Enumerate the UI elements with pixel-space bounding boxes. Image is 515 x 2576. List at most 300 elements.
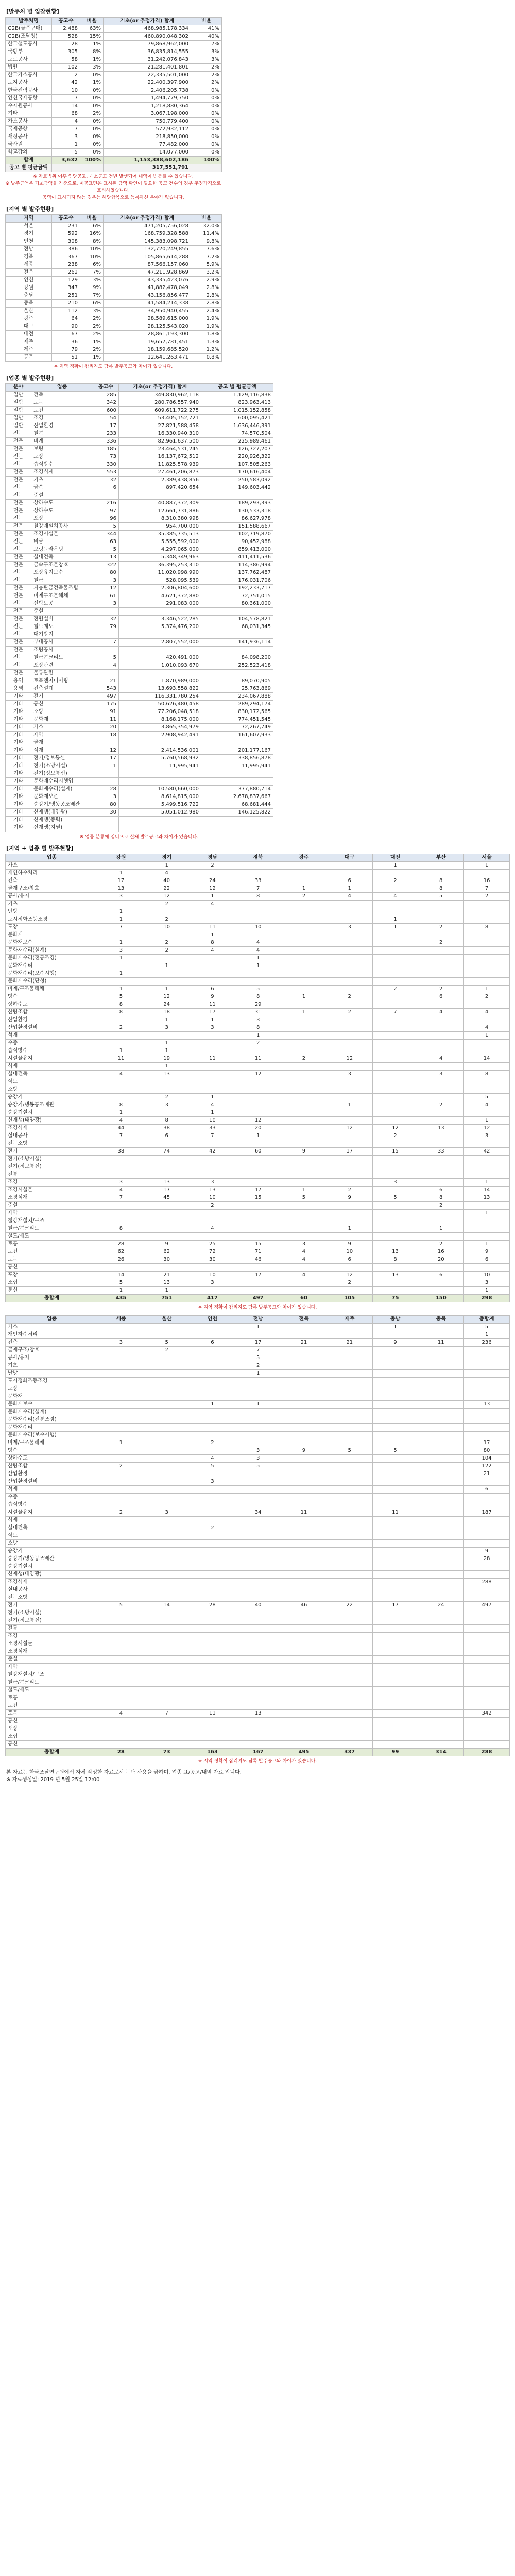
table-cell xyxy=(327,1040,372,1047)
table-cell: 7.2% xyxy=(191,253,222,261)
table-cell xyxy=(119,631,201,639)
table-row xyxy=(6,762,273,770)
table-row xyxy=(6,292,222,300)
table-cell: 13 xyxy=(372,1248,418,1256)
table-cell: 방수 xyxy=(6,1447,98,1455)
table-cell: 금속 xyxy=(31,484,93,492)
table-cell: 1 xyxy=(372,1324,418,1331)
table-cell xyxy=(190,955,235,962)
table-cell: 전문 xyxy=(6,461,31,469)
table-cell xyxy=(281,1140,327,1148)
table-cell: 전기 xyxy=(6,1148,98,1156)
table-cell xyxy=(93,770,119,778)
table-row xyxy=(6,1362,510,1370)
table-row xyxy=(6,1401,510,1409)
table-cell: 10% xyxy=(80,246,104,253)
table-cell: 0% xyxy=(80,126,104,133)
table-cell xyxy=(372,1671,418,1679)
table-cell xyxy=(464,908,510,916)
table-cell xyxy=(144,1331,190,1339)
table-cell xyxy=(464,939,510,947)
table-cell: 11 xyxy=(98,1055,144,1063)
table-cell xyxy=(98,1409,144,1416)
table-row xyxy=(6,1071,510,1078)
table-cell xyxy=(190,1362,235,1370)
table-cell xyxy=(464,1171,510,1179)
table-cell: 1 xyxy=(144,1016,190,1024)
table-row xyxy=(6,1163,510,1171)
table-cell xyxy=(372,1625,418,1633)
table-cell xyxy=(144,1555,190,1563)
table-row xyxy=(6,1287,510,1295)
table-cell: 삭도 xyxy=(6,1532,98,1540)
table-cell: 골재구조/창호 xyxy=(6,1347,98,1354)
table-row xyxy=(6,793,273,801)
table-cell: 전문소방 xyxy=(6,1140,98,1148)
table-cell: 2 xyxy=(327,1279,372,1287)
table-cell: 2,414,536,001 xyxy=(119,747,201,755)
table-cell xyxy=(281,1617,327,1625)
table-row xyxy=(6,701,273,708)
table-cell: 105,865,614,288 xyxy=(104,253,191,261)
table-cell xyxy=(372,1032,418,1040)
table-row xyxy=(6,708,273,716)
table-cell xyxy=(144,978,190,986)
table-cell: 기타 xyxy=(6,817,31,824)
table-cell xyxy=(235,1702,281,1710)
table-cell xyxy=(144,1532,190,1540)
table-cell: 13 xyxy=(144,1179,190,1187)
table-row xyxy=(6,1272,510,1279)
table-cell xyxy=(327,1633,372,1640)
table-cell: 51 xyxy=(52,354,80,362)
table-cell: 79 xyxy=(93,623,119,631)
table-cell: 495 xyxy=(281,1749,327,1756)
table-cell: 비계구조물해체 xyxy=(31,592,93,600)
table-cell xyxy=(327,1494,372,1501)
column-header: 인천 xyxy=(190,1316,235,1324)
table-cell xyxy=(281,1179,327,1187)
table-cell xyxy=(235,1494,281,1501)
table-cell: 30 xyxy=(144,1256,190,1264)
table-row xyxy=(6,1432,510,1439)
table-cell xyxy=(418,1385,464,1393)
table-cell xyxy=(98,1524,144,1532)
table-row xyxy=(6,592,273,600)
table-cell: 1 xyxy=(190,893,235,901)
table-row xyxy=(6,908,510,916)
table-row xyxy=(6,1156,510,1163)
table-cell xyxy=(418,1063,464,1071)
table-cell xyxy=(418,947,464,955)
table-row xyxy=(6,1687,510,1694)
table-cell: 산업환경설비 xyxy=(6,1024,98,1032)
table-cell xyxy=(281,1648,327,1656)
table-cell xyxy=(235,1594,281,1602)
table-cell: 41% xyxy=(191,25,222,33)
table-cell xyxy=(418,1354,464,1362)
table-cell: 3 xyxy=(327,1071,372,1078)
table-cell: 600 xyxy=(93,407,119,415)
table-cell: 서울 xyxy=(6,223,52,230)
table-cell: 12 xyxy=(235,1117,281,1125)
table-cell xyxy=(372,962,418,970)
table-cell xyxy=(201,778,273,786)
table-cell: 10,580,660,000 xyxy=(119,786,201,793)
table-cell: 7 xyxy=(372,1009,418,1016)
table-cell xyxy=(235,1424,281,1432)
region-header xyxy=(6,215,222,223)
table-cell xyxy=(235,1633,281,1640)
table-cell xyxy=(98,1217,144,1225)
table-cell xyxy=(418,1532,464,1540)
table-cell: 1,010,093,670 xyxy=(119,662,201,670)
sec3-note: ※ 업종 분류에 입니으로 실제 발주공고와 차이가 있습니다. xyxy=(79,835,199,840)
table-cell xyxy=(281,1470,327,1478)
table-cell xyxy=(464,1687,510,1694)
table-cell: 상하수도 xyxy=(6,1001,98,1009)
table-cell xyxy=(281,1432,327,1439)
table-cell xyxy=(464,901,510,908)
table-row xyxy=(6,430,273,438)
table-cell: 6% xyxy=(80,223,104,230)
table-cell xyxy=(372,1470,418,1478)
table-cell: 27,461,206,873 xyxy=(119,469,201,477)
table-cell: 도장 xyxy=(31,453,93,461)
table-cell xyxy=(144,1563,190,1571)
table-cell: 전문 xyxy=(6,538,31,546)
table-cell: 전문 xyxy=(6,507,31,515)
table-cell: 13 xyxy=(190,1187,235,1194)
table-cell xyxy=(281,1633,327,1640)
table-cell: 기타 xyxy=(6,786,31,793)
table-cell xyxy=(281,1671,327,1679)
table-cell xyxy=(235,1086,281,1094)
table-cell: 8 xyxy=(372,1256,418,1264)
table-cell xyxy=(235,901,281,908)
table-cell: 1 xyxy=(235,1032,281,1040)
table-cell: 11 xyxy=(372,1509,418,1517)
table-row xyxy=(6,492,273,500)
table-cell xyxy=(281,862,327,870)
table-row xyxy=(6,141,222,149)
table-cell: 62 xyxy=(144,1248,190,1256)
table-cell xyxy=(144,1501,190,1509)
table-cell: 인천 xyxy=(6,238,52,246)
table-cell: 218,850,000 xyxy=(104,133,191,141)
table-cell: 11 xyxy=(190,1055,235,1063)
table-cell: 가스 xyxy=(31,724,93,732)
table-cell: 251 xyxy=(52,292,80,300)
table-cell xyxy=(119,739,201,747)
table-cell xyxy=(281,1163,327,1171)
table-cell xyxy=(98,1609,144,1617)
table-cell xyxy=(327,1664,372,1671)
table-row xyxy=(6,924,510,931)
table-cell: 13 xyxy=(464,1401,510,1409)
table-row xyxy=(6,41,222,48)
table-cell xyxy=(372,1109,418,1117)
table-cell xyxy=(235,1609,281,1617)
table-cell: 129 xyxy=(52,277,80,284)
table-cell xyxy=(327,1718,372,1725)
table-cell: 인천국제공항 xyxy=(6,95,52,103)
table-row xyxy=(6,269,222,277)
table-cell xyxy=(464,1725,510,1733)
table-row xyxy=(6,446,273,453)
table-cell xyxy=(327,862,372,870)
table-cell xyxy=(98,1424,144,1432)
table-row xyxy=(6,308,222,315)
table-row xyxy=(6,538,273,546)
table-cell: 12 xyxy=(464,1125,510,1132)
table-cell xyxy=(119,608,201,616)
table-cell xyxy=(190,1517,235,1524)
table-cell xyxy=(93,817,119,824)
table-cell xyxy=(372,1024,418,1032)
table-cell: 305 xyxy=(52,48,80,56)
table-cell: 1 xyxy=(464,1241,510,1248)
table-cell xyxy=(372,1718,418,1725)
table-row xyxy=(6,515,273,523)
table-cell: 145,383,098,721 xyxy=(104,238,191,246)
table-cell xyxy=(235,1664,281,1671)
table-cell xyxy=(418,1617,464,1625)
table-cell: 조립 xyxy=(6,1733,98,1741)
table-cell xyxy=(281,1393,327,1401)
table-cell xyxy=(327,1648,372,1656)
table-cell xyxy=(235,1486,281,1494)
table-cell: 107,505,263 xyxy=(201,461,273,469)
table-cell: 5 xyxy=(98,993,144,1001)
table-cell xyxy=(464,1416,510,1424)
table-cell: 36,395,253,310 xyxy=(119,562,201,569)
table-cell xyxy=(144,1362,190,1370)
table-cell xyxy=(464,962,510,970)
table-cell: 1 xyxy=(144,962,190,970)
footer-line: 본 자료는 한국조달연구원에서 자체 작성한 자료로서 무단 사용을 금하며, 업종 표/공고/내역 자료 입니다. xyxy=(6,1770,242,1775)
table-cell: 삭도 xyxy=(6,1078,98,1086)
table-cell xyxy=(98,1640,144,1648)
table-cell: 승강기 xyxy=(6,1548,98,1555)
table-cell xyxy=(418,1571,464,1579)
table-cell: 용역 xyxy=(6,685,31,693)
table-row xyxy=(6,1233,510,1241)
table-cell: 도장 xyxy=(6,924,98,931)
table-cell xyxy=(190,1470,235,1478)
table-cell xyxy=(190,970,235,978)
table-cell: 8% xyxy=(80,238,104,246)
table-cell xyxy=(235,1094,281,1101)
table-cell: 5 xyxy=(235,1354,281,1362)
table-cell: 11 xyxy=(235,1055,281,1063)
table-cell: 준설 xyxy=(31,492,93,500)
table-cell: 2 xyxy=(190,1439,235,1447)
table-cell: 문화재 xyxy=(6,1393,98,1401)
table-cell xyxy=(327,1171,372,1179)
table-cell: 71 xyxy=(235,1248,281,1256)
table-cell xyxy=(372,885,418,893)
table-cell: 288 xyxy=(464,1749,510,1756)
table-cell: 기타 xyxy=(6,824,31,832)
table-cell: 79,868,962,000 xyxy=(104,41,191,48)
table-cell: 기타 xyxy=(6,724,31,732)
table-cell: 63 xyxy=(93,538,119,546)
table-row xyxy=(6,1532,510,1540)
table-cell xyxy=(372,1648,418,1656)
table-cell: 1 xyxy=(418,1225,464,1233)
table-row xyxy=(6,562,273,569)
table-row xyxy=(6,1733,510,1741)
table-cell: 지붕판금건축물조립 xyxy=(31,585,93,592)
table-cell xyxy=(418,1548,464,1555)
table-cell: 336 xyxy=(93,438,119,446)
table-cell xyxy=(372,1524,418,1532)
table-cell: 전문 xyxy=(6,600,31,608)
table-cell xyxy=(281,986,327,993)
table-cell xyxy=(418,1633,464,1640)
table-cell: 2.8% xyxy=(191,284,222,292)
table-cell xyxy=(235,1524,281,1532)
table-cell: 97 xyxy=(93,507,119,515)
table-cell: 82,961,637,500 xyxy=(119,438,201,446)
table-cell: 77,482,000 xyxy=(104,141,191,149)
table-cell xyxy=(98,1702,144,1710)
table-cell: 2 xyxy=(327,993,372,1001)
table-cell xyxy=(464,1741,510,1749)
table-cell xyxy=(144,1447,190,1455)
table-cell: 8 xyxy=(98,1001,144,1009)
table-row xyxy=(6,422,273,430)
table-cell: 2 xyxy=(190,1202,235,1210)
table-cell: 210 xyxy=(52,300,80,308)
table-cell xyxy=(327,1401,372,1409)
table-cell xyxy=(372,1378,418,1385)
table-cell: 충남 xyxy=(6,292,52,300)
table-cell: 문화재수리(보수시행) xyxy=(6,970,98,978)
table-cell: 도시정화조등조경 xyxy=(6,1378,98,1385)
table-cell: 17 xyxy=(372,1602,418,1609)
table-cell: 소방 xyxy=(31,708,93,716)
table-cell: 68,681,444 xyxy=(201,801,273,809)
table-cell: 기타 xyxy=(6,732,31,739)
table-cell xyxy=(201,608,273,616)
table-cell xyxy=(418,1447,464,1455)
table-cell xyxy=(418,1741,464,1749)
table-cell: 33 xyxy=(235,877,281,885)
table-cell xyxy=(464,1563,510,1571)
table-row xyxy=(6,1540,510,1548)
table-cell xyxy=(190,1501,235,1509)
table-cell: 28 xyxy=(98,1749,144,1756)
table-cell: 공사/유지 xyxy=(6,893,98,901)
table-cell xyxy=(98,1725,144,1733)
table-cell: 2 xyxy=(418,986,464,993)
table-cell: 통신 xyxy=(6,1287,98,1295)
table-cell: 1 xyxy=(98,908,144,916)
table-cell: 2 xyxy=(144,947,190,955)
table-cell: 3 xyxy=(93,793,119,801)
table-row xyxy=(6,600,273,608)
table-cell: 8 xyxy=(418,1194,464,1202)
table-cell xyxy=(144,1671,190,1679)
table-row xyxy=(6,453,273,461)
table-cell xyxy=(235,1101,281,1109)
table-cell xyxy=(235,1331,281,1339)
table-cell: 435 xyxy=(98,1295,144,1302)
table-cell xyxy=(418,1156,464,1163)
table-row xyxy=(6,261,222,269)
table-cell: 토지공사 xyxy=(6,79,52,87)
table-cell xyxy=(190,1354,235,1362)
sec2-title: [지역 별 발주현황] xyxy=(6,206,54,212)
table-cell xyxy=(190,1548,235,1555)
table-cell: 75 xyxy=(372,1295,418,1302)
table-cell: 전문 xyxy=(6,492,31,500)
table-cell: 5 xyxy=(235,1463,281,1470)
table-cell xyxy=(281,947,327,955)
table-cell: 3 xyxy=(98,947,144,955)
table-cell xyxy=(190,1609,235,1617)
table-cell xyxy=(144,1225,190,1233)
table-cell: 5 xyxy=(372,1194,418,1202)
table-row xyxy=(6,1579,510,1586)
table-cell: 4,297,065,000 xyxy=(119,546,201,554)
table-cell: 34,950,940,455 xyxy=(104,308,191,315)
table-cell: 40 xyxy=(235,1602,281,1609)
table-cell: 문화재보수 xyxy=(6,939,98,947)
table-cell: 11,995,941 xyxy=(119,762,201,770)
table-cell: 철근콘크리트 xyxy=(31,654,93,662)
table-cell: 18,159,685,520 xyxy=(104,346,191,354)
table-row xyxy=(6,639,273,647)
table-row xyxy=(6,1148,510,1156)
table-cell xyxy=(281,1494,327,1501)
table-cell: 문화재보수 xyxy=(6,1401,98,1409)
table-cell xyxy=(235,1625,281,1633)
table-cell xyxy=(191,164,222,172)
table-cell: 32 xyxy=(93,477,119,484)
table-cell xyxy=(372,1463,418,1470)
table-cell xyxy=(464,978,510,986)
table-cell: 0% xyxy=(191,118,222,126)
table-cell: 4 xyxy=(418,1009,464,1016)
table-cell xyxy=(327,1548,372,1555)
table-cell xyxy=(235,1047,281,1055)
table-cell: 2 xyxy=(418,1101,464,1109)
table-cell xyxy=(190,1156,235,1163)
table-row xyxy=(6,354,222,362)
table-cell xyxy=(281,908,327,916)
table-cell: 8 xyxy=(464,924,510,931)
table-cell xyxy=(98,1163,144,1171)
table-cell: 9 xyxy=(144,1241,190,1248)
table-cell: 897,420,654 xyxy=(119,484,201,492)
table-cell xyxy=(281,1001,327,1009)
table-row xyxy=(6,64,222,72)
table-cell: 3 xyxy=(93,577,119,585)
table-cell xyxy=(235,1279,281,1287)
table-cell xyxy=(235,1694,281,1702)
table-cell xyxy=(372,1540,418,1548)
table-cell xyxy=(327,1509,372,1517)
table-cell xyxy=(98,931,144,939)
table-cell xyxy=(235,1233,281,1241)
table-cell: 63% xyxy=(80,25,104,33)
table-cell: 96 xyxy=(93,515,119,523)
table-cell: 전기(정보통신) xyxy=(6,1163,98,1171)
table-cell xyxy=(190,1571,235,1579)
